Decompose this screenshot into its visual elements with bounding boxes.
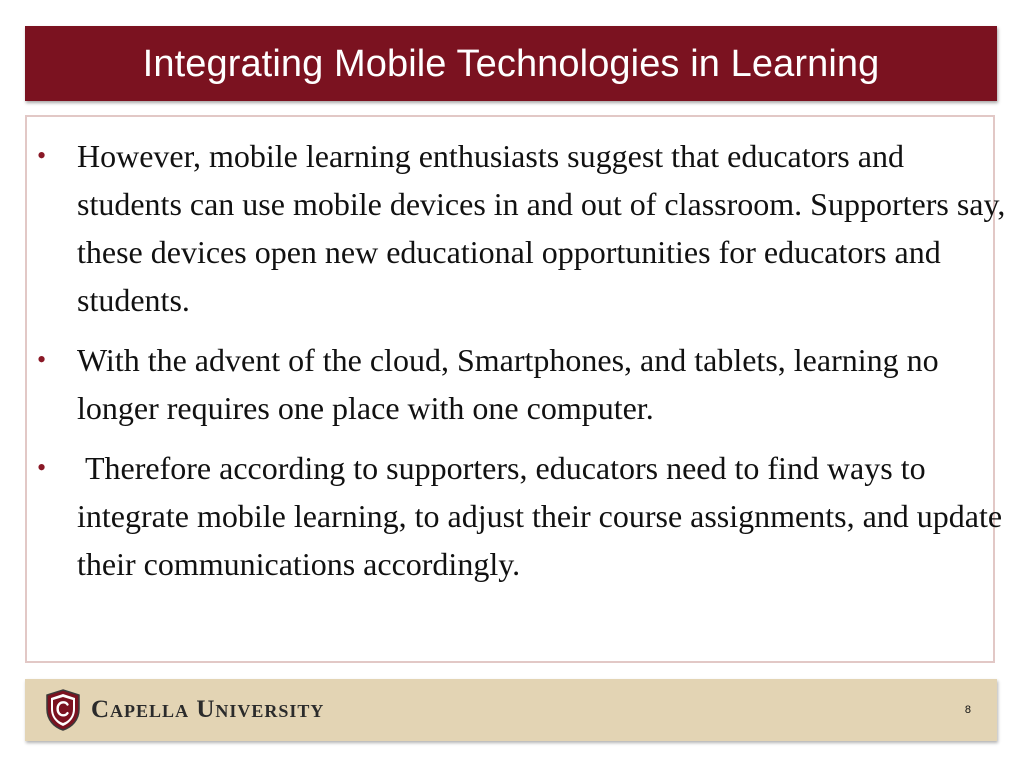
bullet-text: However, mobile learning enthusiasts suggest that educators and students can use mobile devices in and out of classroom. Supporters say, these devices open new educational opportunities for educators and students.: [77, 138, 1006, 318]
bullet-text: Therefore according to supporters, educators need to find ways to integrate mobile learning, to adjust their course assignments, and update their communications accordingly.: [77, 450, 1011, 582]
bullet-marker: •: [37, 345, 47, 374]
bullet-text: With the advent of the cloud, Smartphones, and tablets, learning no longer requires one place with one computer.: [77, 342, 939, 426]
bullet-item: [27, 444, 1024, 588]
footer-bar: [25, 679, 997, 741]
bullet-item: [27, 132, 1024, 324]
page-number: 8: [964, 704, 971, 716]
bullet-list: [27, 132, 1024, 600]
bullet-marker: •: [37, 453, 47, 482]
title-bar: [25, 26, 997, 101]
capella-logo: [45, 689, 324, 731]
content-box: [25, 115, 1011, 663]
slide-title: Integrating Mobile Technologies in Learning: [142, 42, 880, 85]
shield-icon: [45, 689, 81, 731]
bullet-item: [27, 336, 1024, 432]
bullet-marker: •: [37, 141, 47, 170]
logo-text: Capella University: [91, 696, 325, 723]
